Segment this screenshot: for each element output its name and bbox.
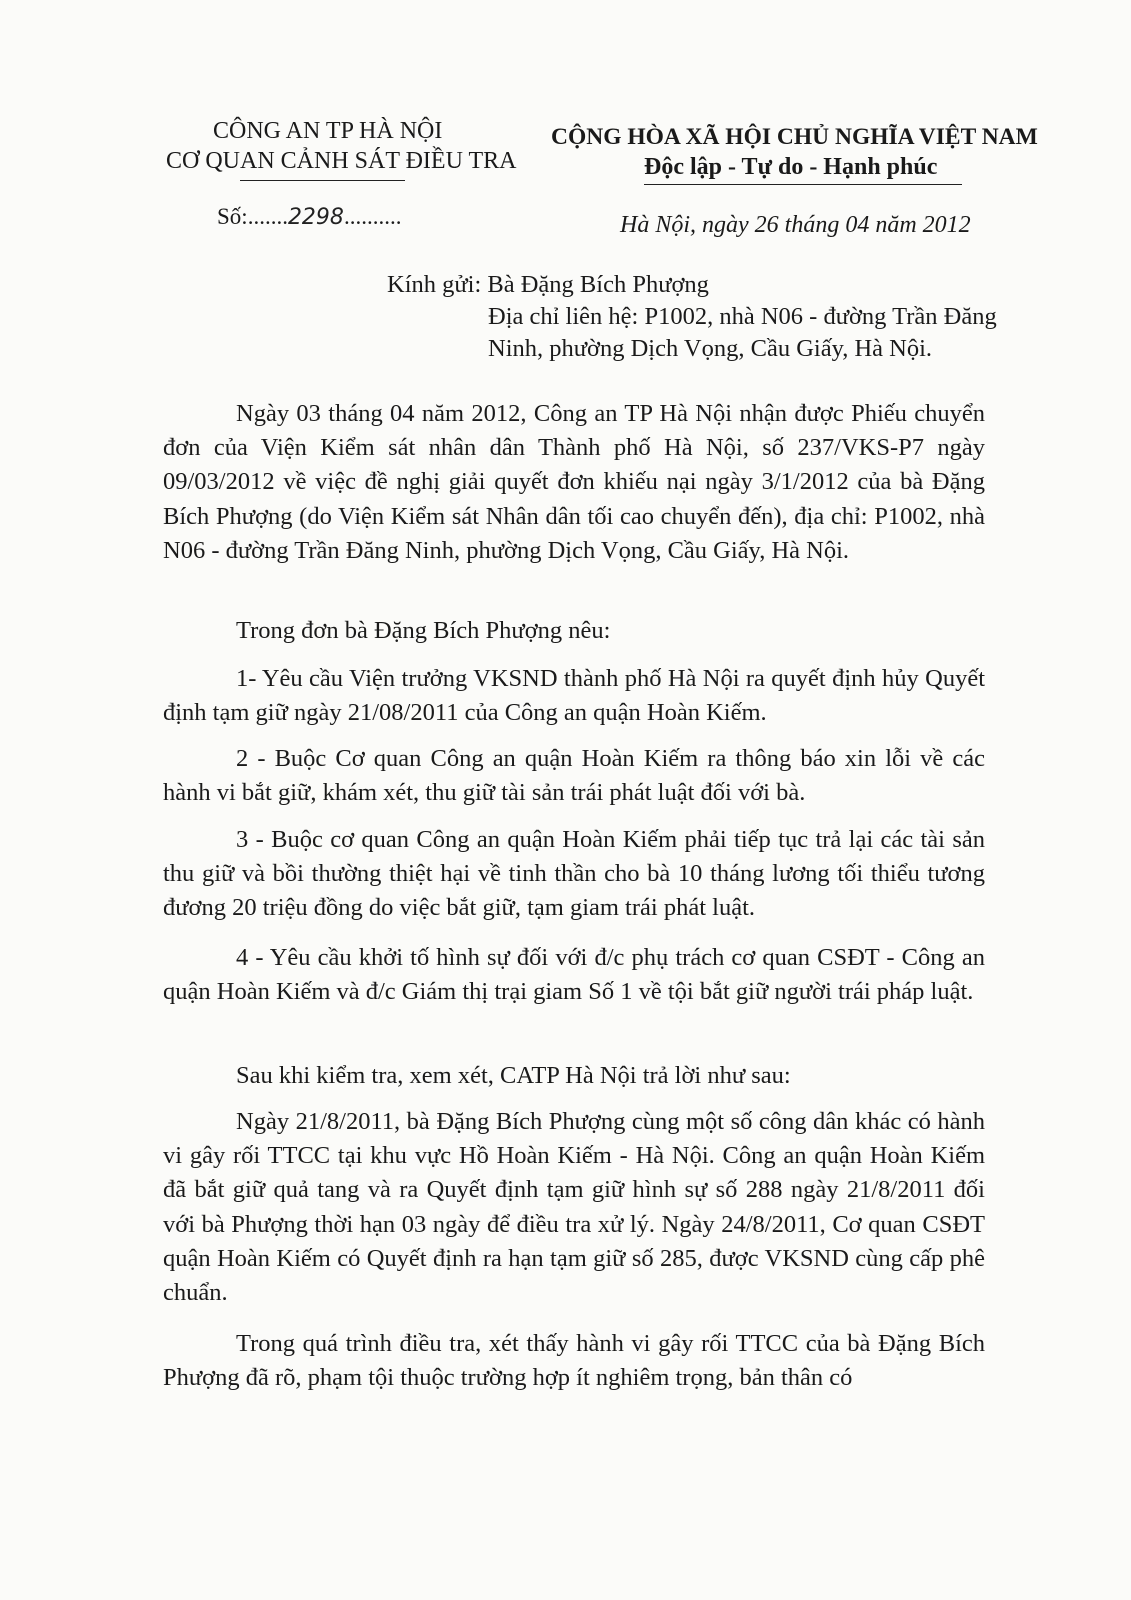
paragraph-request-1: 1- Yêu cầu Viện trưởng VKSND thành phố Hà Nội ra quyết định hủy Quyết định tạm giữ ngày 21/08/2011 của Công an quận Hoàn Kiếm. (163, 665, 985, 727)
paragraph-response-intro: Sau khi kiểm tra, xem xét, CATP Hà Nội trả lời như sau: (236, 1062, 791, 1089)
number-label: Số: (217, 204, 248, 229)
number-dots: ....... (247, 204, 288, 229)
paragraph-1: Ngày 03 tháng 04 năm 2012, Công an TP Hà Nội nhận được Phiếu chuyển đơn của Viện Kiểm sát nhân dân Thành phố Hà Nội, số 237/VKS-P7 ngày 09/03/2012 về việc đề nghị giải quyết đơn khiếu nại ngày 3/1/2012 của bà Đặng Bích Phượng (do Viện Kiểm sát Nhân dân tối cao chuyển đến), địa chỉ: P1002, nhà N06 - đường Trần Đăng Ninh, phường Dịch Vọng, Cầu Giấy, Hà Nội. (163, 400, 985, 564)
org-name-line1: CÔNG AN TP HÀ NỘI (213, 118, 443, 144)
org-name-line2: CƠ QUAN CẢNH SÁT ĐIỀU TRA (166, 148, 517, 174)
motto: Độc lập - Tự do - Hạnh phúc (644, 154, 938, 180)
recipient-line: Kính gửi: Bà Đặng Bích Phượng (387, 271, 709, 298)
country-name: CỘNG HÒA XÃ HỘI CHỦ NGHĨA VIỆT NAM (551, 124, 1038, 150)
document-date: Hà Nội, ngày 26 tháng 04 năm 2012 (620, 212, 971, 238)
document-number (217, 204, 401, 230)
paragraph-investigation: Trong quá trình điều tra, xét thấy hành vi gây rối TTCC của bà Đặng Bích Phượng đã rõ, phạm tội thuộc trường hợp ít nghiêm trọng, bản thân có (163, 1330, 985, 1392)
handwritten-number: 2298 (287, 205, 344, 230)
paragraph-request-4: 4 - Yêu cầu khởi tố hình sự đối với đ/c phụ trách cơ quan CSĐT - Công an quận Hoàn Kiếm và đ/c Giám thị trại giam Số 1 về tội bắt giữ người trái pháp luật. (163, 944, 985, 1006)
recipient-address-line2: Ninh, phường Dịch Vọng, Cầu Giấy, Hà Nội. (488, 335, 933, 362)
paragraph-facts: Ngày 21/8/2011, bà Đặng Bích Phượng cùng một số công dân khác có hành vi gây rối TTCC tại khu vực Hồ Hoàn Kiếm - Hà Nội. Công an quận Hoàn Kiếm đã bắt giữ quả tang và ra Quyết định tạm giữ hình sự số 288 ngày 21/8/2011 đối với bà Phượng thời hạn 03 ngày để điều tra xử lý. Ngày 24/8/2011, Cơ quan CSĐT quận Hoàn Kiếm có Quyết định ra hạn tạm giữ số 285, được VKSND cùng cấp phê chuẩn. (163, 1108, 985, 1307)
number-dots-after: .......... (343, 204, 402, 229)
recipient-address-line1: Địa chỉ liên hệ: P1002, nhà N06 - đường Trần Đăng (488, 303, 997, 330)
paragraph-request-3: 3 - Buộc cơ quan Công an quận Hoàn Kiếm phải tiếp tục trả lại các tài sản thu giữ và bồi thường thiệt hại về tinh thần cho bà 10 tháng lương tối thiểu tương đương 20 triệu đồng do việc bắt giữ, tạm giam trái phát luật. (163, 826, 985, 922)
org-underline (240, 180, 405, 181)
paragraph-request-2: 2 - Buộc Cơ quan Công an quận Hoàn Kiếm ra thông báo xin lỗi về các hành vi bắt giữ, khám xét, thu giữ tài sản trái phát luật đối với bà. (163, 745, 985, 807)
paragraph-2: Trong đơn bà Đặng Bích Phượng nêu: (236, 617, 611, 644)
motto-underline (644, 184, 962, 185)
